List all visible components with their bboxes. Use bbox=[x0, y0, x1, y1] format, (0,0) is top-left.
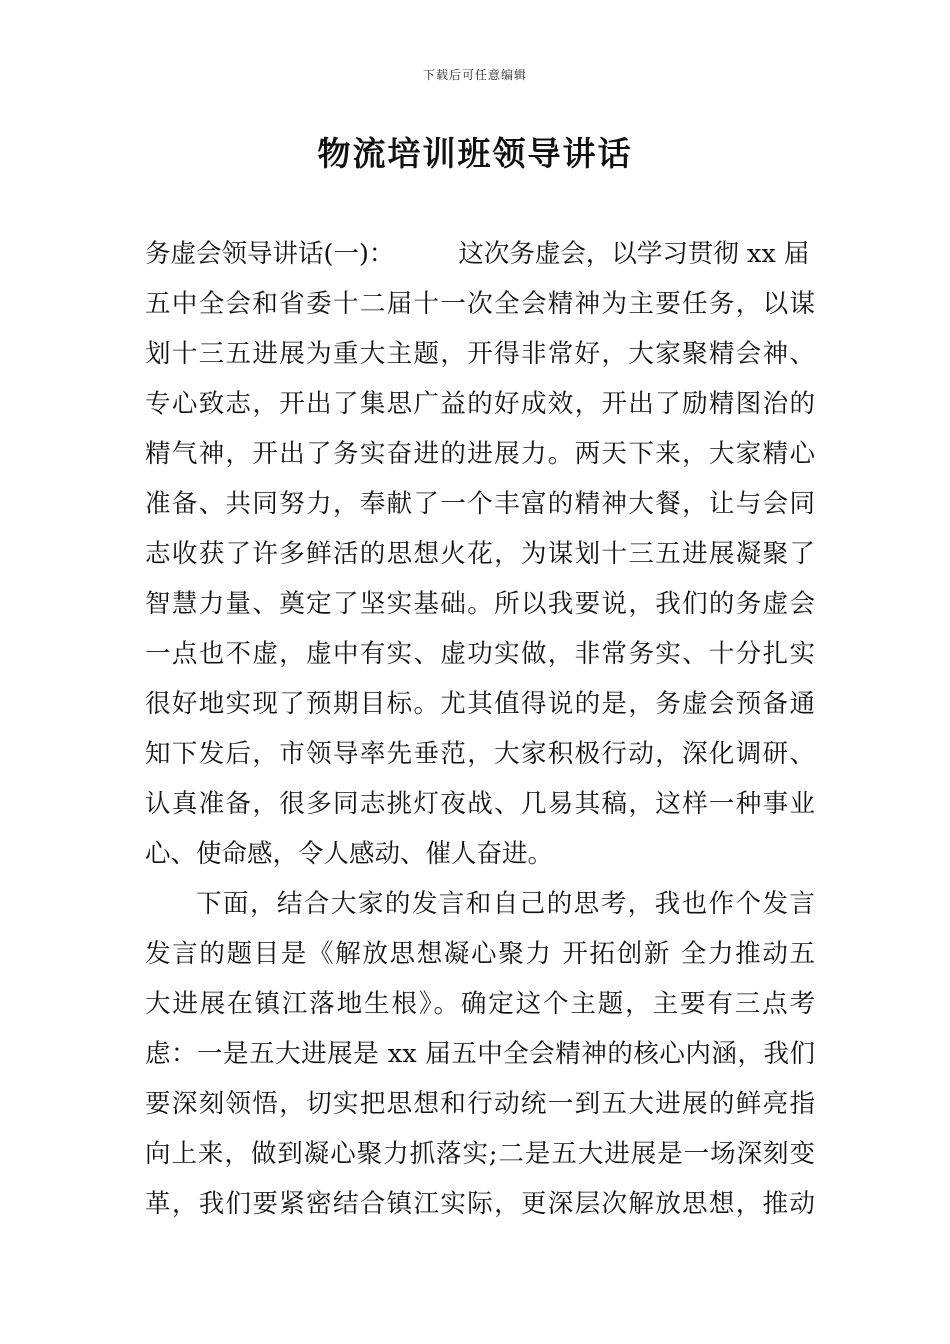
paragraph-1-line-11: 知下发后，市领导率先垂范，大家积极行动，深化调研、 bbox=[145, 739, 815, 769]
document-body bbox=[145, 229, 815, 1229]
paragraph-1-line-4: 专心致志，开出了集思广益的好成效，开出了励精图治的 bbox=[145, 389, 815, 419]
paragraph-1-line-12: 认真准备，很多同志挑灯夜战、几易其稿，这样一种事业 bbox=[145, 789, 815, 819]
paragraph-1-line-1-tail: 这次务虚会，以学习贯彻 xx 届 bbox=[458, 239, 810, 269]
paragraph-1-line-3: 划十三五进展为重大主题，开得非常好，大家聚精会神、 bbox=[145, 339, 815, 369]
paragraph-2-line-2: 发言的题目是《解放思想凝心聚力 开拓创新 全力推动五 bbox=[145, 939, 815, 969]
document-title: 物流培训班领导讲话 bbox=[317, 134, 633, 173]
paragraph-2-line-4: 虑：一是五大进展是 xx 届五中全会精神的核心内涵，我们 bbox=[145, 1039, 815, 1069]
paragraph-1-line-6: 准备、共同努力，奉献了一个丰富的精神大餐，让与会同 bbox=[145, 489, 815, 519]
paragraph-1-line-2: 五中全会和省委十二届十一次全会精神为主要任务，以谋 bbox=[145, 289, 815, 319]
paragraph-1-line-8: 智慧力量、奠定了坚实基础。所以我要说，我们的务虚会 bbox=[145, 589, 815, 619]
paragraph-2-line-5: 要深刻领悟，切实把思想和行动统一到五大进展的鲜亮指 bbox=[145, 1089, 815, 1119]
paragraph-1-line-9: 一点也不虚，虚中有实、虚功实做，非常务实、十分扎实 bbox=[145, 639, 815, 669]
paragraph-1-line-10: 很好地实现了预期目标。尤其值得说的是，务虚会预备通 bbox=[145, 689, 815, 719]
paragraph-2-line-3: 大进展在镇江落地生根》。确定这个主题，主要有三点考 bbox=[145, 989, 815, 1019]
header-note: 下载后可任意编辑 bbox=[422, 68, 527, 82]
paragraph-2-line-1: 下面，结合大家的发言和自己的思考，我也作个发言 bbox=[196, 889, 815, 919]
paragraph-2-line-6: 向上来，做到凝心聚力抓落实;二是五大进展是一场深刻变 bbox=[145, 1139, 815, 1169]
paragraph-1-line-1 bbox=[145, 229, 815, 279]
paragraph-1-line-1-head: 务虚会领导讲话(一)： bbox=[145, 239, 395, 269]
paragraph-2-line-7: 革，我们要紧密结合镇江实际，更深层次解放思想，推动 bbox=[145, 1189, 815, 1219]
paragraph-1-line-5: 精气神，开出了务实奋进的进展力。两天下来，大家精心 bbox=[145, 439, 815, 469]
paragraph-1-line-7: 志收获了许多鲜活的思想火花，为谋划十三五进展凝聚了 bbox=[145, 539, 815, 569]
paragraph-1-line-13: 心、使命感，令人感动、催人奋进。 bbox=[145, 839, 554, 869]
